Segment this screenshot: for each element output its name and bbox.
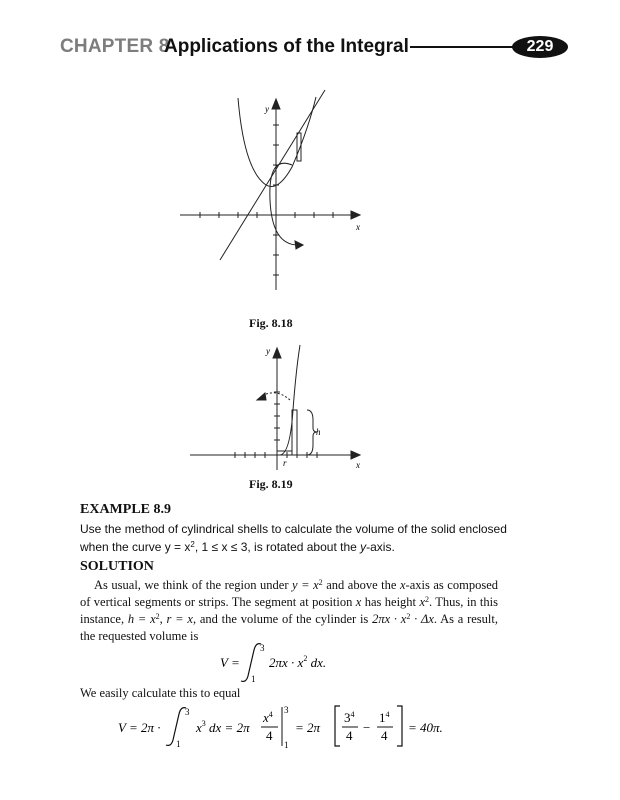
page-number: 229 bbox=[512, 36, 568, 58]
example-heading: EXAMPLE 8.9 bbox=[80, 502, 171, 517]
fig2-r-label: r bbox=[283, 458, 287, 468]
eq2-b-den: 4 bbox=[381, 728, 388, 743]
fig1-line bbox=[220, 90, 325, 260]
eq2-eval-upper: 3 bbox=[284, 705, 289, 715]
fig1-ticks bbox=[200, 125, 333, 275]
page-header bbox=[60, 34, 570, 62]
fig2-x-arrow bbox=[351, 451, 360, 459]
eq2-upper: 3 bbox=[185, 707, 190, 717]
chapter-label: CHAPTER 8 bbox=[60, 36, 170, 57]
fig1-parabola bbox=[238, 97, 316, 187]
eq1-lhs: V = bbox=[220, 655, 240, 670]
fig2-y-arrow bbox=[273, 348, 281, 358]
fig2-y-label: y bbox=[266, 346, 270, 356]
fig1-y-label: y bbox=[265, 104, 269, 114]
eq2-a-num: $3^4$ bbox=[344, 710, 355, 725]
solution-heading: SOLUTION bbox=[80, 559, 154, 574]
eq2-minus: − bbox=[363, 720, 371, 735]
fig2-ticks bbox=[235, 392, 317, 458]
fig1-rotation-arrow bbox=[270, 163, 298, 245]
eq2-frac-den: 4 bbox=[266, 728, 273, 743]
eq2-frac-num: $x^4$ bbox=[263, 710, 273, 725]
eq1-integrand: $2\pi x \cdot x^2$ dx. bbox=[269, 654, 327, 670]
eq1-upper: 3 bbox=[260, 643, 265, 653]
figure-8-19 bbox=[190, 340, 380, 480]
fig1-y-arrow bbox=[272, 99, 280, 109]
eq2-integrand: $x^3$ dx = 2π bbox=[196, 719, 250, 735]
eq2-eval-lower: 1 bbox=[284, 740, 289, 750]
example-text: Use the method of cylindrical shells to calculate the volume of the solid enclosed when the curve $y = x^2$, 1 ≤ x ≤ 3, is rotated about the y-axis. bbox=[80, 522, 507, 554]
solution-paragraph: As usual, we think of the region under $y = x^2$ and above the x-axis as composed of vertical segments or strips. The segment at position x has height $x^2$. Thus, in this instance, $h = x^2$, r = x, and the volume of the cylinder is $2\pi x \cdot x^2 \cdot \Delta x$. As a result, the requested volume is bbox=[80, 578, 498, 643]
eq2-left-bracket bbox=[335, 706, 340, 746]
eq2-a-den: 4 bbox=[346, 728, 353, 743]
fig2-h-label: h bbox=[316, 427, 321, 437]
eq2-b-num: $1^4$ bbox=[379, 710, 390, 725]
equation-2 bbox=[118, 702, 448, 752]
fig-8-18-caption: Fig. 8.18 bbox=[249, 316, 293, 330]
fig1-x-label: x bbox=[356, 222, 360, 232]
eq2-lhs: V = 2π · bbox=[118, 720, 161, 735]
calc-intro-line: We easily calculate this to equal bbox=[80, 686, 241, 700]
eq1-lower: 1 bbox=[251, 674, 256, 684]
eq2-right-bracket bbox=[397, 706, 402, 746]
figure-8-18 bbox=[180, 85, 380, 305]
fig1-x-arrow bbox=[351, 211, 360, 219]
chapter-title: Applications of the Integral bbox=[164, 36, 409, 57]
equation-1 bbox=[200, 640, 400, 685]
eq2-lower: 1 bbox=[176, 739, 181, 749]
eq2-result: = 40π. bbox=[408, 720, 443, 735]
eq2-mid: = 2π bbox=[295, 720, 321, 735]
fig-8-19-caption: Fig. 8.19 bbox=[249, 477, 293, 491]
fig2-x-label: x bbox=[356, 460, 360, 470]
